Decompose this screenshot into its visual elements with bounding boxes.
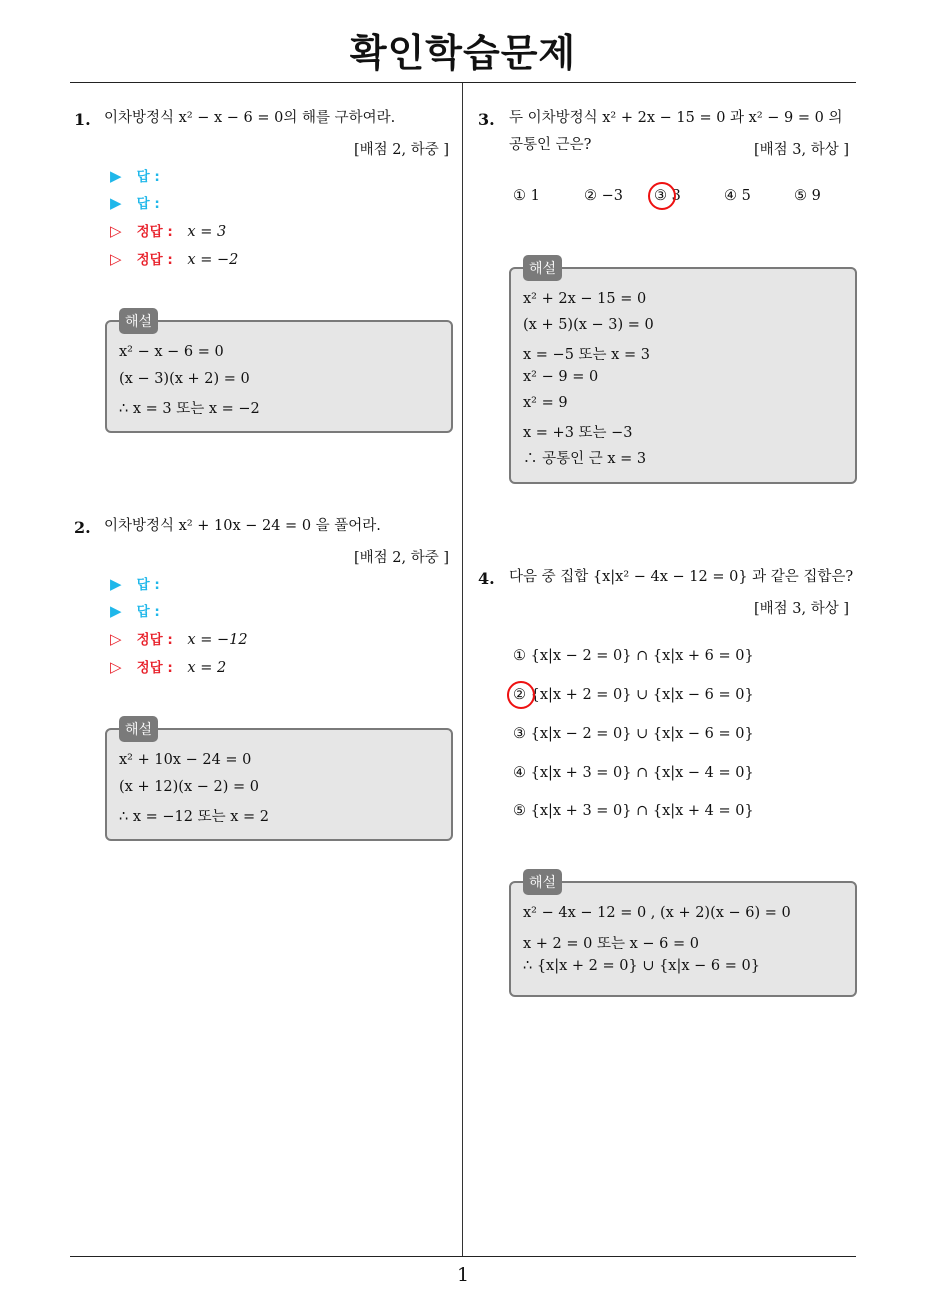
option-1[interactable]: ① {x|x − 2 = 0} ∩ {x|x + 6 = 0} (513, 648, 754, 664)
top-rule (70, 82, 856, 83)
solution-line: x² + 2x − 15 = 0 (523, 291, 647, 307)
question-number: 4. (478, 569, 495, 588)
solution-line: x² − 9 = 0 (523, 369, 599, 385)
solution-line: (x + 12)(x − 2) = 0 (119, 779, 259, 795)
correct-value: x = −2 (187, 252, 239, 268)
option-2[interactable]: ② {x|x + 2 = 0} ∪ {x|x − 6 = 0} (513, 687, 754, 703)
question-text: 이차방정식 x² − x − 6 = 0의 해를 구하여라. (104, 110, 396, 126)
question-points: [배점 3, 하상 ] (754, 601, 850, 617)
option-4[interactable]: ④ {x|x + 3 = 0} ∩ {x|x − 4 = 0} (513, 765, 754, 781)
solution-line: ∴ {x|x + 2 = 0} ∪ {x|x − 6 = 0} (523, 958, 760, 974)
solution-tag: 해설 (523, 869, 562, 895)
solution-line: x² − 4x − 12 = 0 , (x + 2)(x − 6) = 0 (523, 905, 791, 921)
option-3[interactable]: ③ {x|x − 2 = 0} ∪ {x|x − 6 = 0} (513, 726, 754, 742)
solution-box (509, 875, 857, 997)
page-number: 1 (456, 1264, 470, 1286)
question-text: 이차방정식 x² + 10x − 24 = 0 을 풀어라. (104, 518, 381, 534)
solution-line: x² + 10x − 24 = 0 (119, 752, 252, 768)
answer-label: 답 : (136, 196, 160, 212)
solution-line: ∴ x = −12 또는 x = 2 (119, 809, 269, 825)
option-3[interactable]: ③ 3 (654, 188, 681, 204)
solution-line: ∴ 공통인 근 x = 3 (523, 451, 647, 467)
correct-value: x = −12 (187, 632, 248, 648)
solution-box (105, 314, 453, 433)
solution-tag: 해설 (523, 255, 562, 281)
solution-line: x + 2 = 0 또는 x − 6 = 0 (523, 936, 699, 952)
correct-answer-line (110, 656, 226, 676)
solution-box (105, 722, 453, 841)
solution-tag: 해설 (119, 308, 158, 334)
answer-arrow-icon: ▶ (110, 167, 122, 185)
correct-label: 정답 : (136, 224, 173, 240)
answer-line (110, 600, 170, 620)
answer-arrow-icon: ▶ (110, 194, 122, 212)
solution-line: ∴ x = 3 또는 x = −2 (119, 401, 260, 417)
question-text-line-2: 공통인 근은? (509, 137, 592, 153)
answer-label: 답 : (136, 169, 160, 185)
correct-value: x = 3 (187, 224, 227, 240)
answer-label: 답 : (136, 604, 160, 620)
question-number: 2. (74, 518, 91, 537)
question-points: [배점 2, 하중 ] (354, 142, 450, 158)
solution-box (509, 261, 857, 484)
option-1[interactable]: ① 1 (513, 188, 540, 204)
option-2[interactable]: ② −3 (584, 188, 623, 204)
bottom-rule (70, 1256, 856, 1257)
answer-line (110, 165, 170, 185)
selected-answer-circle-icon (648, 182, 676, 210)
question-number: 3. (478, 110, 495, 129)
solution-line: (x + 5)(x − 3) = 0 (523, 317, 654, 333)
answer-arrow-icon: ▶ (110, 575, 122, 593)
correct-answer-line (110, 628, 248, 648)
answer-line (110, 192, 170, 212)
solution-line: x = −5 또는 x = 3 (523, 347, 650, 363)
solution-line: x² − x − 6 = 0 (119, 344, 224, 360)
answer-arrow-icon: ▶ (110, 602, 122, 620)
question-text-line-1: 두 이차방정식 x² + 2x − 15 = 0 과 x² − 9 = 0 의 (509, 110, 843, 126)
question-number: 1. (74, 110, 91, 129)
correct-arrow-icon: ▷ (110, 630, 122, 648)
option-5[interactable]: ⑤ {x|x + 3 = 0} ∩ {x|x + 4 = 0} (513, 803, 754, 819)
answer-line (110, 573, 170, 593)
correct-arrow-icon: ▷ (110, 250, 122, 268)
question-points: [배점 3, 하상 ] (754, 142, 850, 158)
answer-label: 답 : (136, 577, 160, 593)
correct-label: 정답 : (136, 660, 173, 676)
question-points: [배점 2, 하중 ] (354, 550, 450, 566)
correct-label: 정답 : (136, 632, 173, 648)
question-text: 다음 중 집합 {x|x² − 4x − 12 = 0} 과 같은 집합은? (509, 569, 854, 585)
option-5[interactable]: ⑤ 9 (794, 188, 821, 204)
option-4[interactable]: ④ 5 (724, 188, 751, 204)
correct-label: 정답 : (136, 252, 173, 268)
correct-arrow-icon: ▷ (110, 222, 122, 240)
correct-answer-line (110, 220, 226, 240)
correct-answer-line (110, 248, 238, 268)
correct-arrow-icon: ▷ (110, 658, 122, 676)
page-title: 확인학습문제 (349, 31, 577, 75)
correct-value: x = 2 (187, 660, 227, 676)
selected-answer-circle-icon (507, 681, 535, 709)
solution-line: x² = 9 (523, 395, 568, 411)
column-divider (462, 83, 463, 1257)
solution-line: (x − 3)(x + 2) = 0 (119, 371, 250, 387)
solution-tag: 해설 (119, 716, 158, 742)
solution-line: x = +3 또는 −3 (523, 425, 633, 441)
